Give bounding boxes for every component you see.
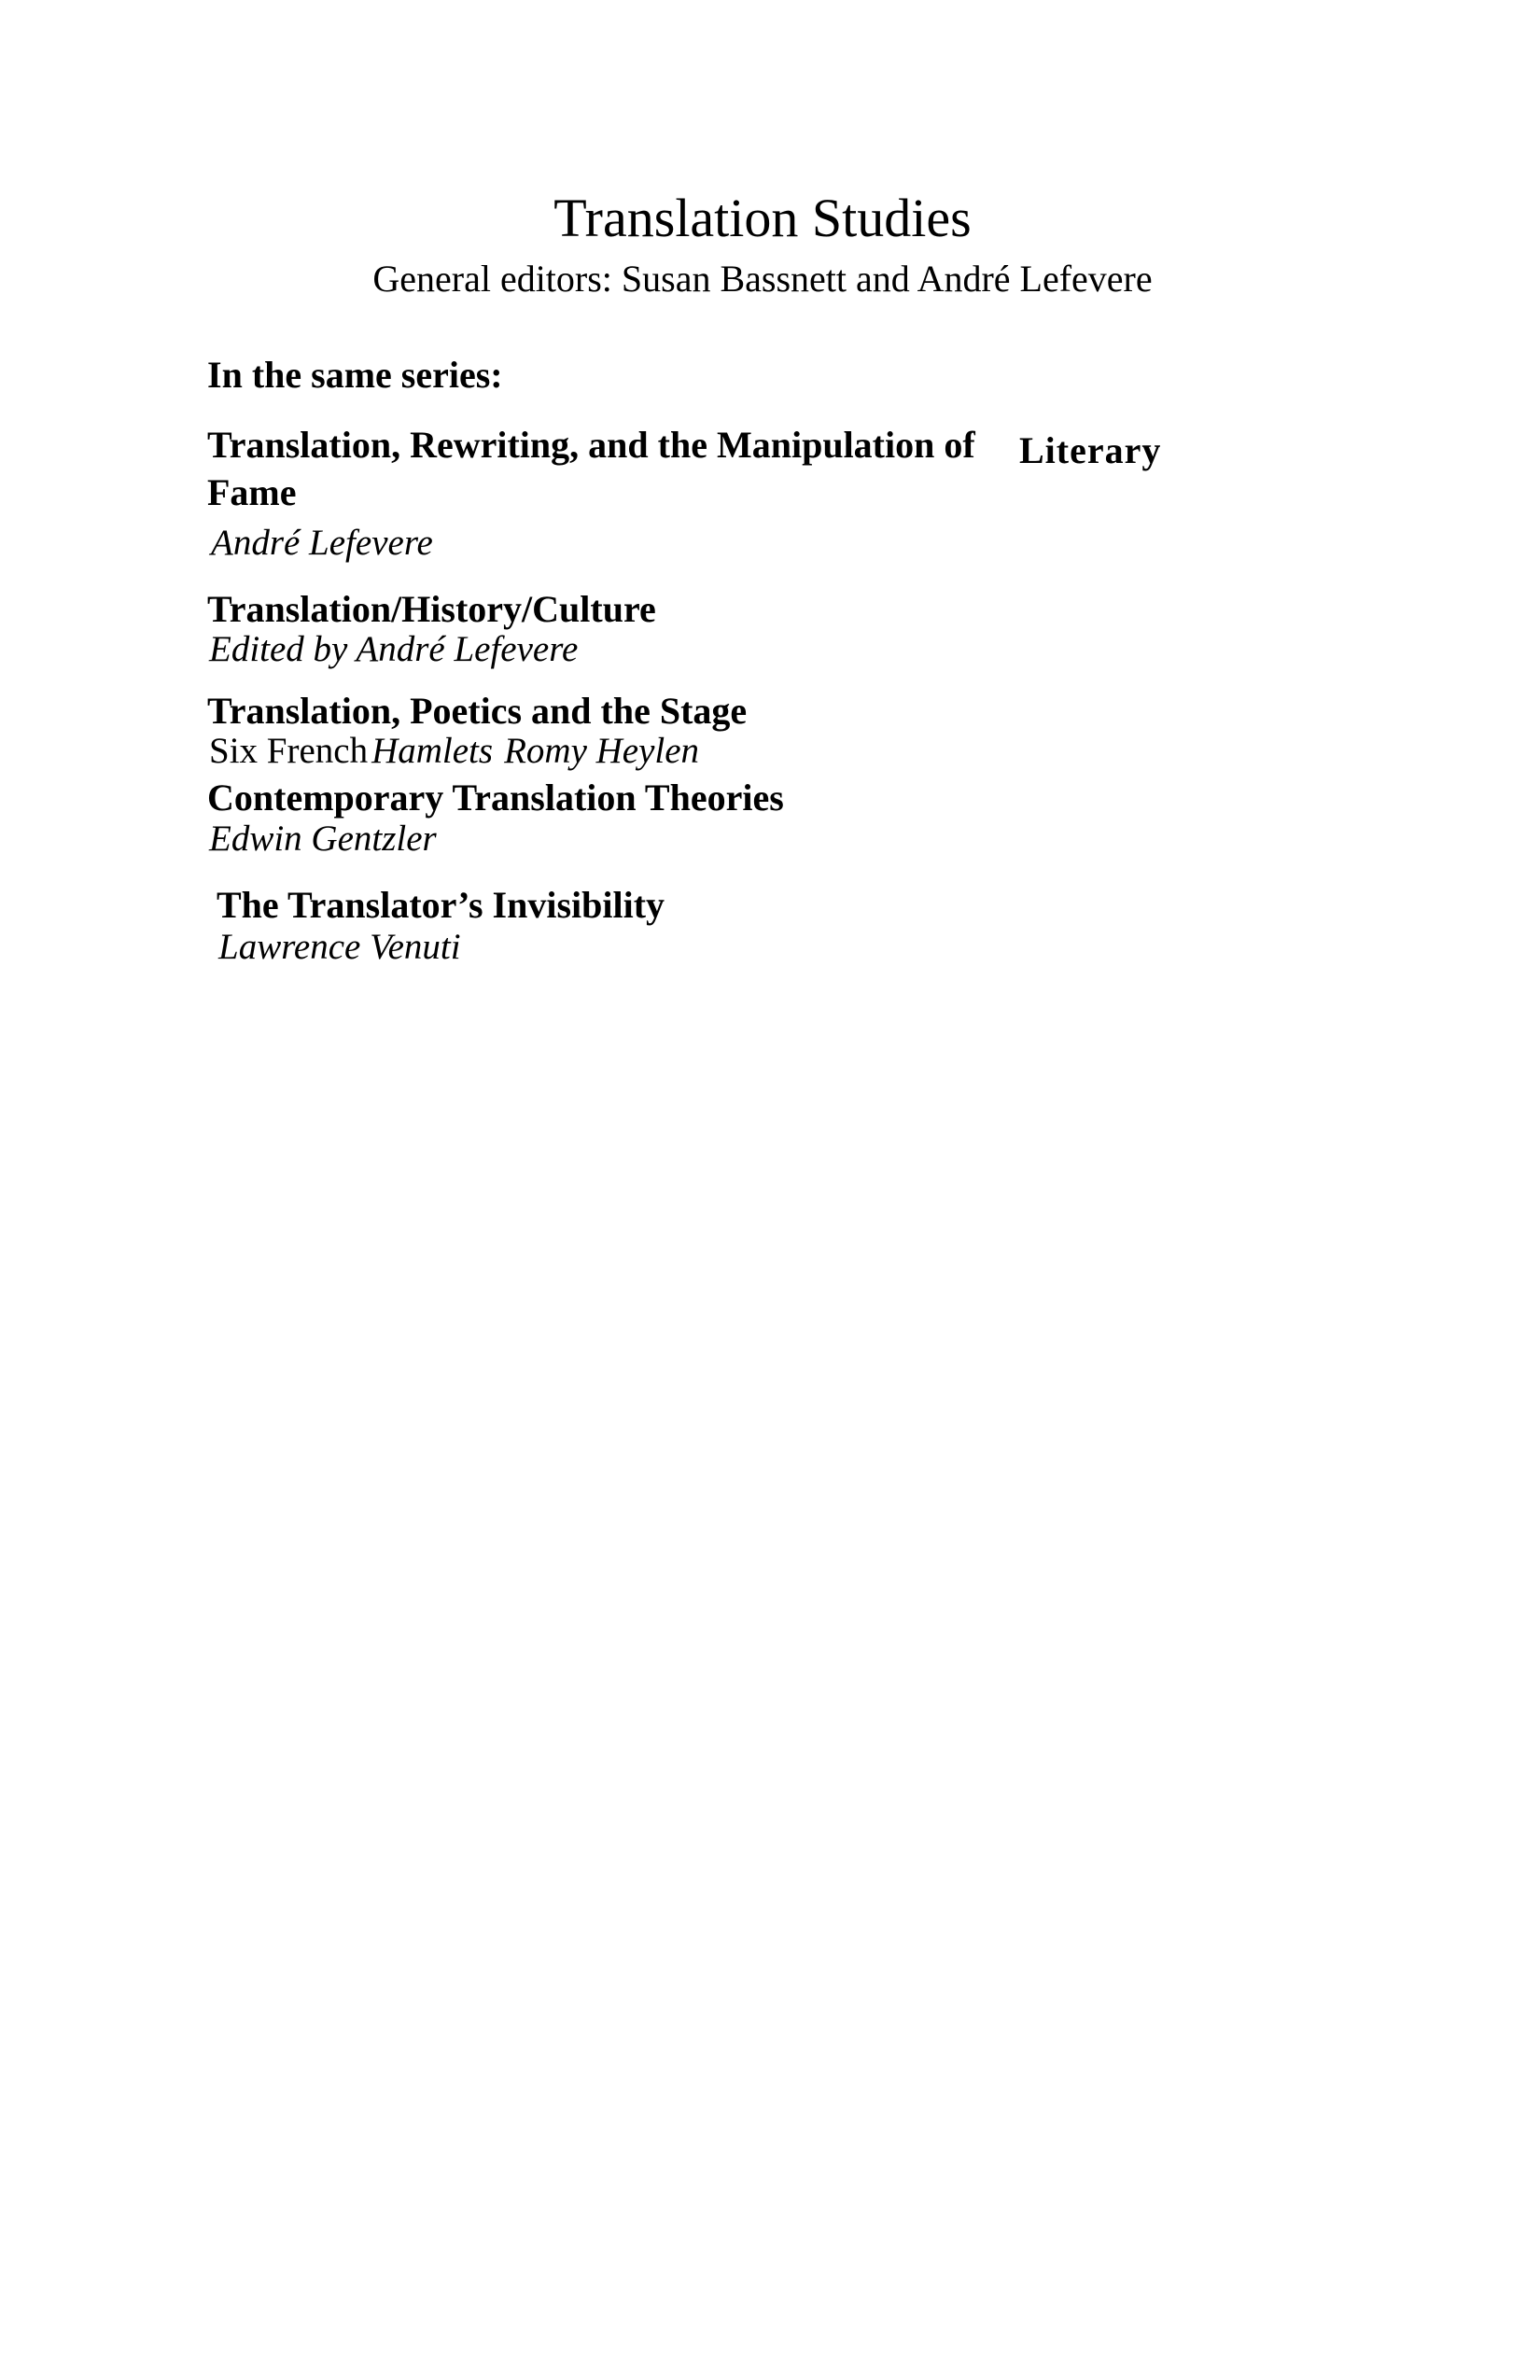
book-title-1-line1: Translation, Rewriting, and the Manipulation of <box>207 424 975 466</box>
book-title-1-line2: Fame <box>207 471 297 513</box>
book-title-2: Translation/History/Culture <box>207 588 656 630</box>
book-subtitle-3 <box>209 733 699 769</box>
book-subtitle-3-italic: Hamlets <box>371 731 494 771</box>
book-title-1-overflow: Literary <box>1019 429 1162 471</box>
book-author-2: Edited by André Lefevere <box>209 629 579 669</box>
series-editors: General editors: Susan Bassnett and André Lefevere <box>372 258 1153 300</box>
series-title: Translation Studies <box>553 188 972 248</box>
book-title-5: The Translator’s Invisibility <box>217 884 665 926</box>
series-list-heading: In the same series: <box>207 354 503 396</box>
book-title-4: Contemporary Translation Theories <box>207 777 784 819</box>
book-author-4: Edwin Gentzler <box>209 819 437 859</box>
book-title-3: Translation, Poetics and the Stage <box>207 690 748 732</box>
book-author-1: André Lefevere <box>211 523 433 563</box>
book-subtitle-3-prefix: Six French <box>209 731 369 771</box>
book-author-5: Lawrence Venuti <box>218 927 461 967</box>
book-author-3: Romy Heylen <box>504 731 700 771</box>
